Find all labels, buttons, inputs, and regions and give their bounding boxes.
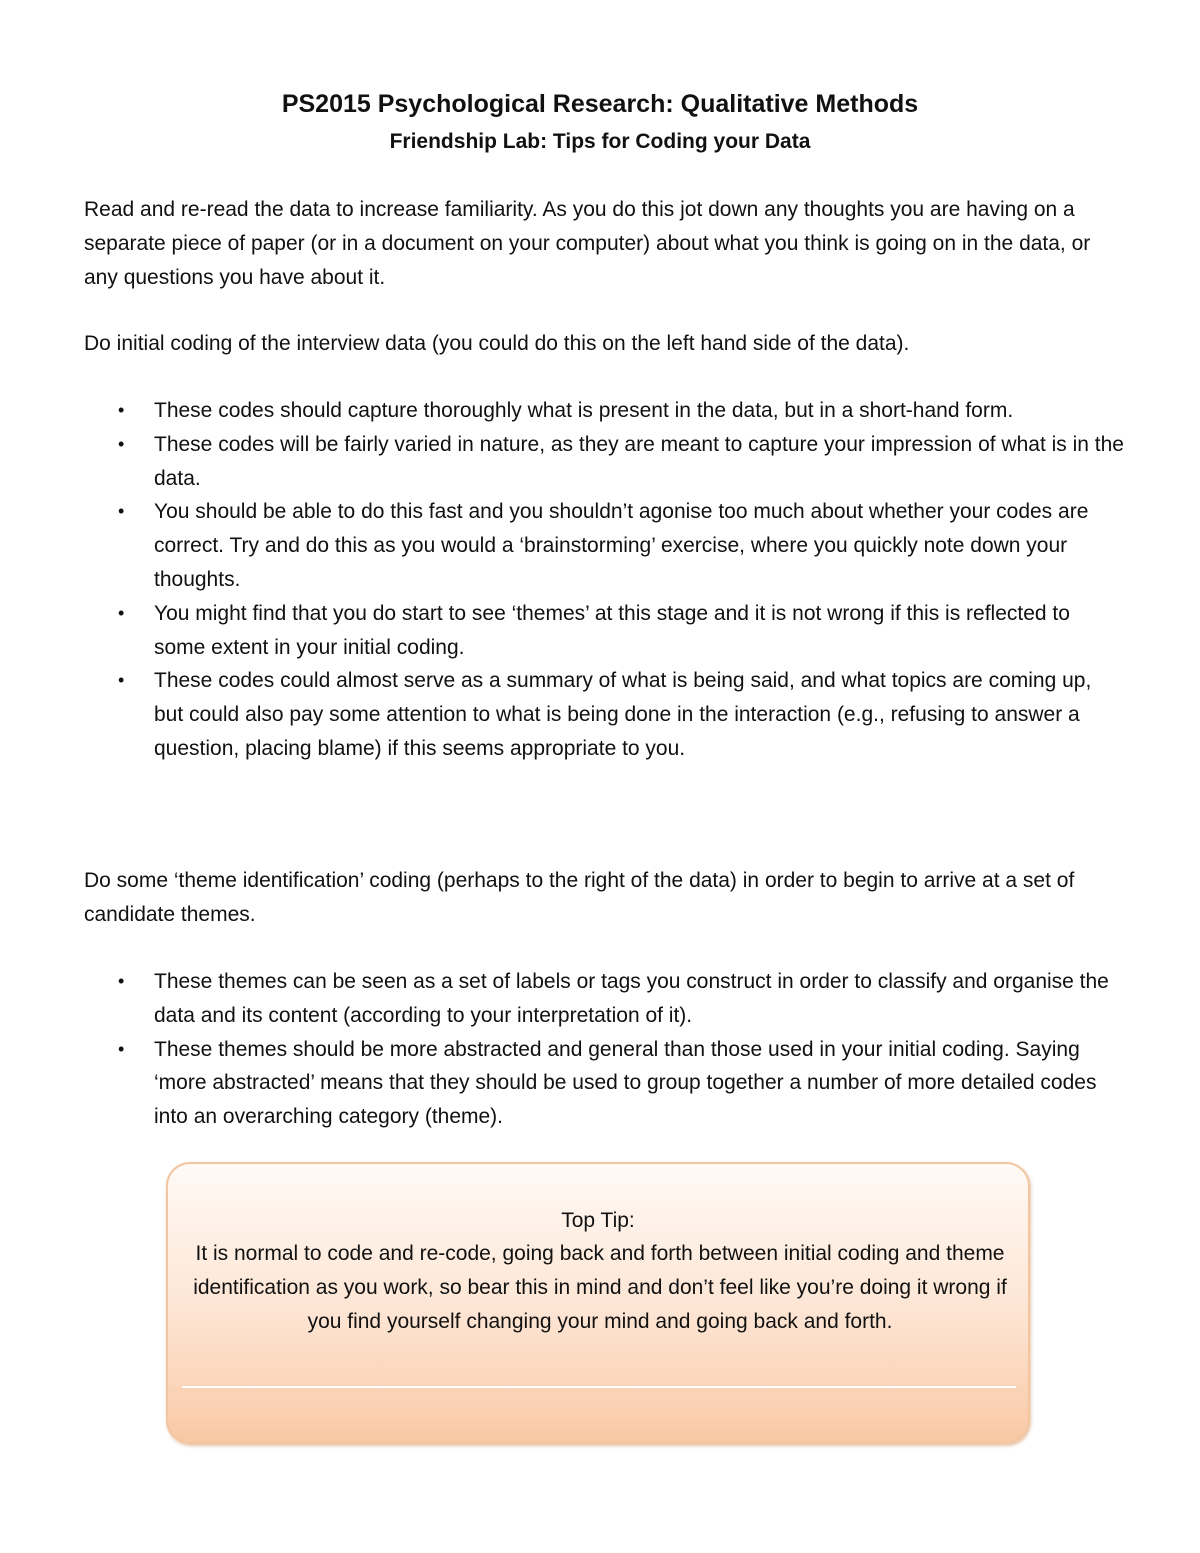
- theme-coding-list: [84, 965, 1124, 1134]
- bullet-icon: •: [118, 501, 125, 522]
- list-item-text: These codes could almost serve as a summary of what is being said, and what topics are coming up, but could also pay some attention to what is being done in the interaction (e.g., refusing to answer a question, placing blame) if this seems appropriate to you.: [154, 669, 1092, 760]
- document-subtitle: Friendship Lab: Tips for Coding your Data: [389, 130, 811, 153]
- list-item-text: You might find that you do start to see ‘themes’ at this stage and it is not wrong if this is reflected to some extent in your initial coding.: [154, 601, 1070, 659]
- initial-coding-list: [84, 394, 1124, 766]
- bullet-icon: •: [118, 1038, 125, 1059]
- list-item: [84, 664, 1124, 765]
- list-item-text: These themes should be more abstracted and general than those used in your initial coding. Saying ‘more abstracted’ means that they should be used to group together a number of more detailed codes into an overarching category (theme).: [154, 1037, 1097, 1129]
- bullet-icon: •: [118, 971, 125, 991]
- list-item-text: These codes should capture thoroughly what is present in the data, but in a short-hand form.: [154, 399, 1014, 422]
- bullet-icon: •: [118, 400, 125, 420]
- list-item: [84, 495, 1124, 596]
- bullet-icon: •: [118, 433, 125, 454]
- list-item: [84, 428, 1124, 496]
- top-tip-divider: [182, 1386, 1016, 1388]
- theme-coding-lead: Do some ‘theme identification’ coding (perhaps to the right of the data) in order to begin to arrive at a set of candidate themes.: [84, 869, 1075, 926]
- top-tip-box: [166, 1162, 1030, 1444]
- list-item: [84, 1033, 1124, 1134]
- list-item: [84, 965, 1124, 1033]
- top-tip-title: Top Tip:: [561, 1209, 635, 1232]
- bullet-icon: •: [118, 602, 125, 623]
- intro-paragraph: Read and re-read the data to increase familiarity. As you do this jot down any thoughts you are having on a separate piece of paper (or in a document on your computer) about what you think is going on in the data, or any questions you have about it.: [84, 198, 1091, 289]
- initial-coding-lead: Do initial coding of the interview data (you could do this on the left hand side of the data).: [84, 332, 910, 355]
- top-tip-body: It is normal to code and re-code, going back and forth between initial coding and theme identification as you work, so bear this in mind and don’t feel like you’re doing it wrong if you find yourself changing your mind and going back and forth.: [193, 1242, 1007, 1333]
- list-item: [84, 394, 1124, 428]
- list-item-text: These codes will be fairly varied in nature, as they are meant to capture your impression of what is in the data.: [154, 432, 1124, 490]
- list-item: [84, 597, 1124, 665]
- list-item-text: You should be able to do this fast and you shouldn’t agonise too much about whether your codes are correct. Try and do this as you would a ‘brainstorming’ exercise, where you quickly note down your thoughts.: [154, 500, 1089, 591]
- document-title: PS2015 Psychological Research: Qualitative Methods: [281, 90, 919, 118]
- list-item-text: These themes can be seen as a set of labels or tags you construct in order to classify and organise the data and its content (according to your interpretation of it).: [154, 970, 1109, 1027]
- bullet-icon: •: [118, 670, 125, 691]
